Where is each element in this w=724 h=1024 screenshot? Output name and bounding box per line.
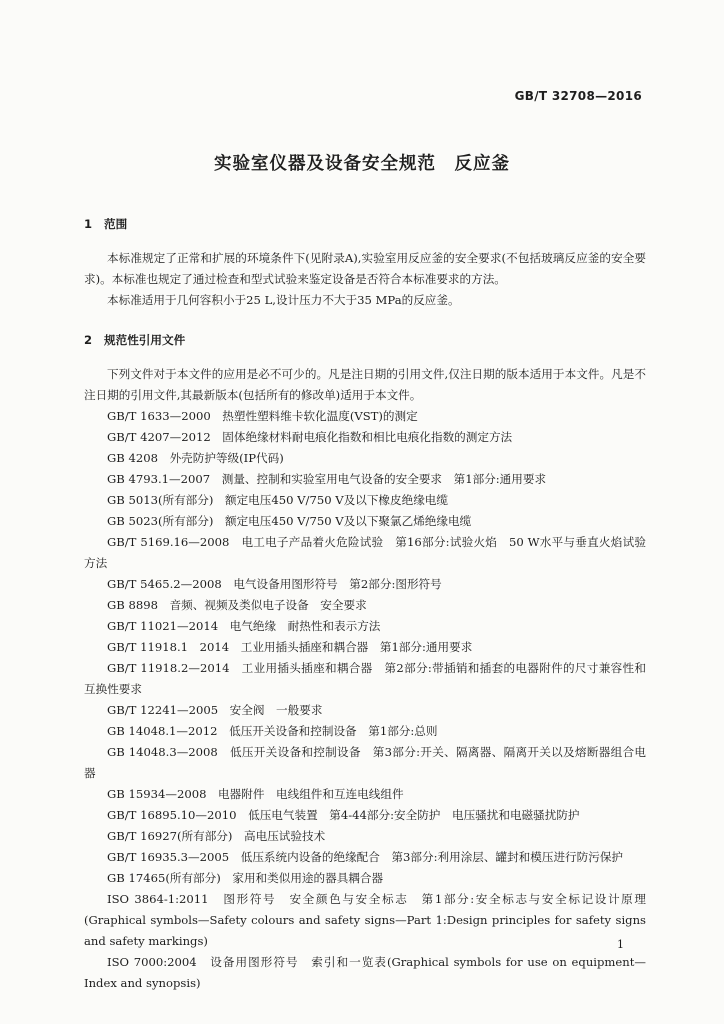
reference-item: GB/T 16895.10—2010 低压电气装置 第4-44部分:安全防护 电压骚扰和电磁骚扰防护: [107, 808, 580, 822]
reference-item: GB 4793.1—2007 测量、控制和实验室用电气设备的安全要求 第1部分:通用要求: [107, 472, 547, 486]
page-number: 1: [617, 938, 624, 951]
reference-item: ISO 7000:2004 设备用图形符号 索引和一览表(Graphical symbols for use on equipment—Index and synopsis): [84, 955, 646, 990]
reference-item: GB 8898 音频、视频及类似电子设备 安全要求: [107, 598, 367, 612]
reference-item: GB 5023(所有部分) 额定电压450 V/750 V及以下聚氯乙烯绝缘电缆: [107, 514, 472, 528]
paragraph: 下列文件对于本文件的应用是必不可少的。凡是注日期的引用文件,仅注日期的版本适用于本文件。凡是不注日期的引用文件,其最新版本(包括所有的修改单)适用于本文件。: [84, 367, 646, 402]
reference-item: GB/T 1633—2000 热塑性塑料维卡软化温度(VST)的测定: [107, 409, 418, 423]
reference-item: GB/T 11021—2014 电气绝缘 耐热性和表示方法: [107, 619, 381, 633]
section-number: 2: [84, 333, 93, 347]
reference-list: [84, 406, 646, 994]
document-title: 实验室仪器及设备安全规范 反应釜: [214, 154, 510, 174]
reference-item: GB 4208 外壳防护等级(IP代码): [107, 451, 284, 465]
standard-code: GB/T 32708—2016: [514, 89, 642, 103]
reference-item: GB/T 11918.2—2014 工业用插头插座和耦合器 第2部分:带插销和插套的电器附件的尺寸兼容性和互换性要求: [84, 661, 646, 696]
reference-item: GB/T 4207—2012 固体绝缘材料耐电痕化指数和相比电痕化指数的测定方法: [107, 430, 513, 444]
reference-item: GB/T 5465.2—2008 电气设备用图形符号 第2部分:图形符号: [107, 577, 442, 591]
reference-item: GB/T 16927(所有部分) 高电压试验技术: [107, 829, 326, 843]
section-heading-text: 范围: [104, 217, 128, 231]
section-number: 1: [84, 217, 93, 231]
section-heading-normative-references: [84, 330, 646, 351]
reference-item: GB 14048.1—2012 低压开关设备和控制设备 第1部分:总则: [107, 724, 438, 738]
reference-item: ISO 3864-1:2011 图形符号 安全颜色与安全标志 第1部分:安全标志与安全标记设计原理(Graphical symbols—Safety colours and safety signs—Part 1:Design principles for safety signs and safety markings): [84, 892, 646, 948]
reference-item: GB/T 12241—2005 安全阀 一般要求: [107, 703, 323, 717]
reference-item: GB/T 16935.3—2005 低压系统内设备的绝缘配合 第3部分:利用涂层、罐封和模压进行防污保护: [107, 850, 624, 864]
reference-item: GB 14048.3—2008 低压开关设备和控制设备 第3部分:开关、隔离器、隔离开关以及熔断器组合电器: [84, 745, 646, 780]
reference-item: GB/T 11918.1 2014 工业用插头插座和耦合器 第1部分:通用要求: [107, 640, 473, 654]
paragraph: 本标准适用于几何容积小于25 L,设计压力不大于35 MPa的反应釜。: [107, 293, 460, 307]
section-heading-scope: [84, 214, 646, 235]
section-heading-text: 规范性引用文件: [104, 333, 186, 347]
document-body: [84, 214, 646, 994]
reference-item: GB 17465(所有部分) 家用和类似用途的器具耦合器: [107, 871, 384, 885]
paragraph: 本标准规定了正常和扩展的环境条件下(见附录A),实验室用反应釜的安全要求(不包括玻璃反应釜的安全要求)。本标准也规定了通过检查和型式试验来鉴定设备是否符合本标准要求的方法。: [84, 251, 646, 286]
reference-item: GB 15934—2008 电器附件 电线组件和互连电线组件: [107, 787, 404, 801]
reference-item: GB 5013(所有部分) 额定电压450 V/750 V及以下橡皮绝缘电缆: [107, 493, 448, 507]
reference-item: GB/T 5169.16—2008 电工电子产品着火危险试验 第16部分:试验火焰 50 W水平与垂直火焰试验方法: [84, 535, 646, 570]
